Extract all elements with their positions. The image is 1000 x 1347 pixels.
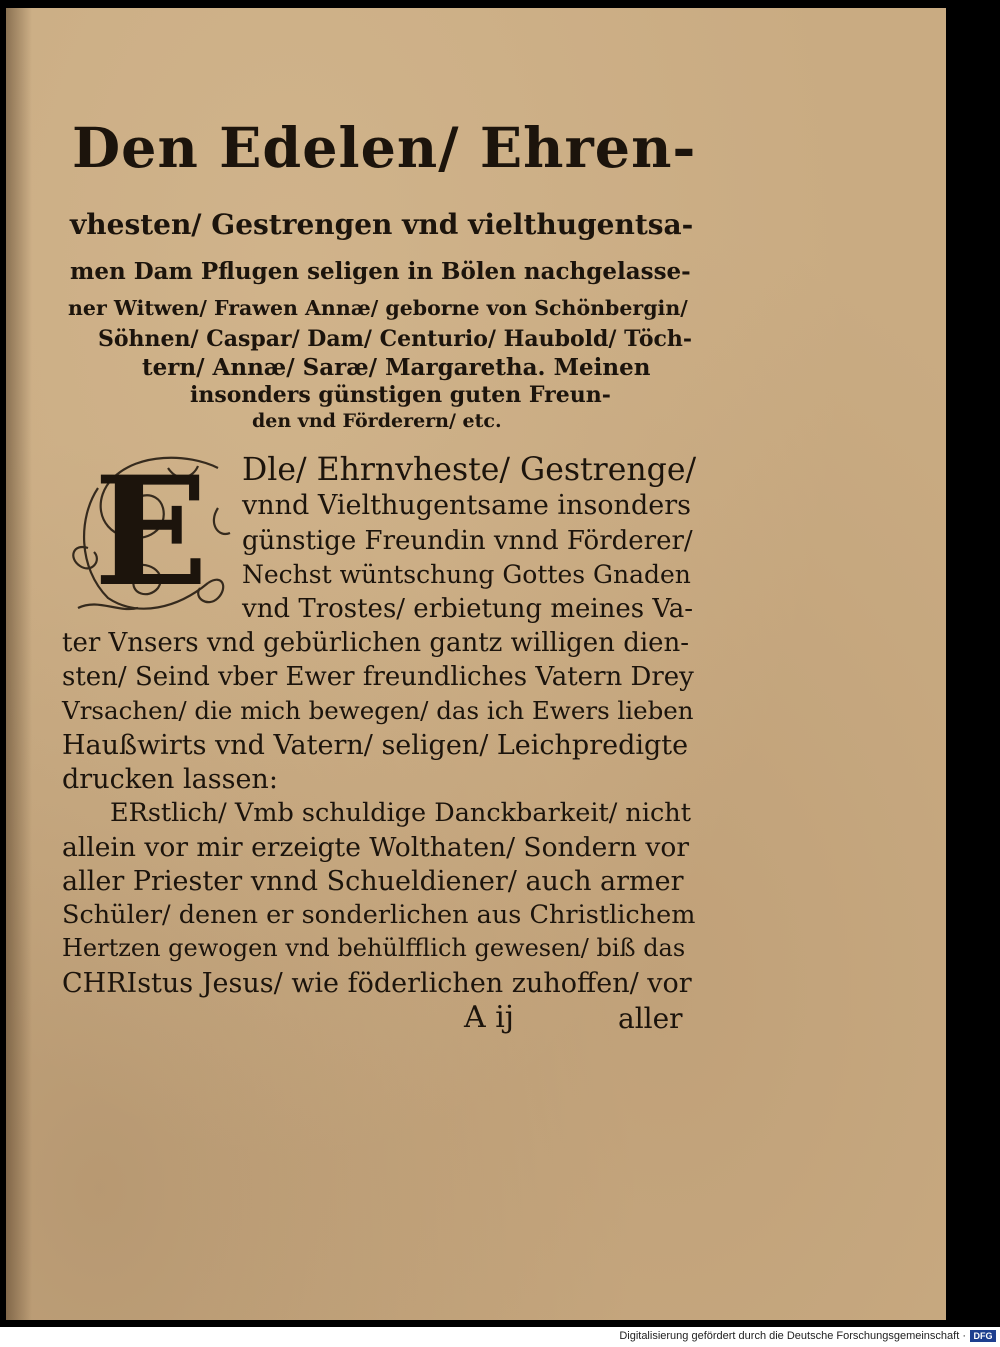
body-line-10: drucken lassen: <box>62 764 278 795</box>
title-line-3: men Dam Pflugen seligen in Bölen nachgelasse- <box>70 258 691 285</box>
title-line-4: ner Witwen/ Frawen Annæ/ geborne von Schönbergin/ <box>68 296 688 320</box>
body-line-11: ERstlich/ Vmb schuldige Danckbarkeit/ nicht <box>110 798 691 828</box>
title-line-7: insonders günstigen guten Freun- <box>190 382 611 408</box>
title-line-5: Söhnen/ Caspar/ Dam/ Centurio/ Haubold/ Töch- <box>98 326 693 352</box>
body-line-7: sten/ Seind vber Ewer freundliches Vatern Drey <box>62 662 694 692</box>
body-line-3: günstige Freundin vnnd Förderer/ <box>242 526 693 556</box>
body-line-4: Nechst wüntschung Gottes Gnaden <box>242 560 691 589</box>
title-line-6: tern/ Annæ/ Saræ/ Margaretha. Meinen <box>142 354 651 381</box>
signature-mark: A ij <box>464 1000 515 1035</box>
body-line-14: Schüler/ denen er sonderlichen aus Christlichem <box>62 900 696 930</box>
title-line-8: den vnd Förderern/ etc. <box>252 410 502 432</box>
catchword: aller <box>618 1002 683 1035</box>
body-line-5: vnd Trostes/ erbietung meines Va- <box>242 594 694 624</box>
book-page <box>6 8 946 1320</box>
body-line-2: vnnd Vielthugentsame insonders <box>242 490 691 521</box>
gutter-shadow <box>6 8 32 1320</box>
dfg-logo: DFG <box>970 1330 996 1342</box>
body-line-12: allein vor mir erzeigte Wolthaten/ Sondern vor <box>62 832 690 863</box>
body-line-13: aller Priester vnnd Schueldiener/ auch armer <box>62 866 684 897</box>
digitization-credit: Digitalisierung gefördert durch die Deutsche Forschungsgemeinschaft · <box>619 1330 966 1342</box>
body-line-1: Dle/ Ehrnvheste/ Gestrenge/ <box>242 452 697 488</box>
initial-letter: E <box>93 444 209 620</box>
title-line-1: Den Edelen/ Ehren- <box>72 116 697 181</box>
title-line-2: vhesten/ Gestrengen vnd vielthugentsa- <box>70 208 694 241</box>
body-line-9: Haußwirts vnd Vatern/ seligen/ Leichpredigte <box>62 730 689 761</box>
body-line-6: ter Vnsers vnd gebürlichen gantz willigen dien- <box>62 628 690 658</box>
body-line-15: Hertzen gewogen vnd behülfflich gewesen/ biß das <box>62 934 686 962</box>
body-line-16: CHRIstus Jesus/ wie föderlichen zuhoffen/ vor <box>62 968 692 999</box>
body-line-8: Vrsachen/ die mich bewegen/ das ich Ewers lieben <box>62 696 694 725</box>
decorated-initial <box>68 444 234 620</box>
